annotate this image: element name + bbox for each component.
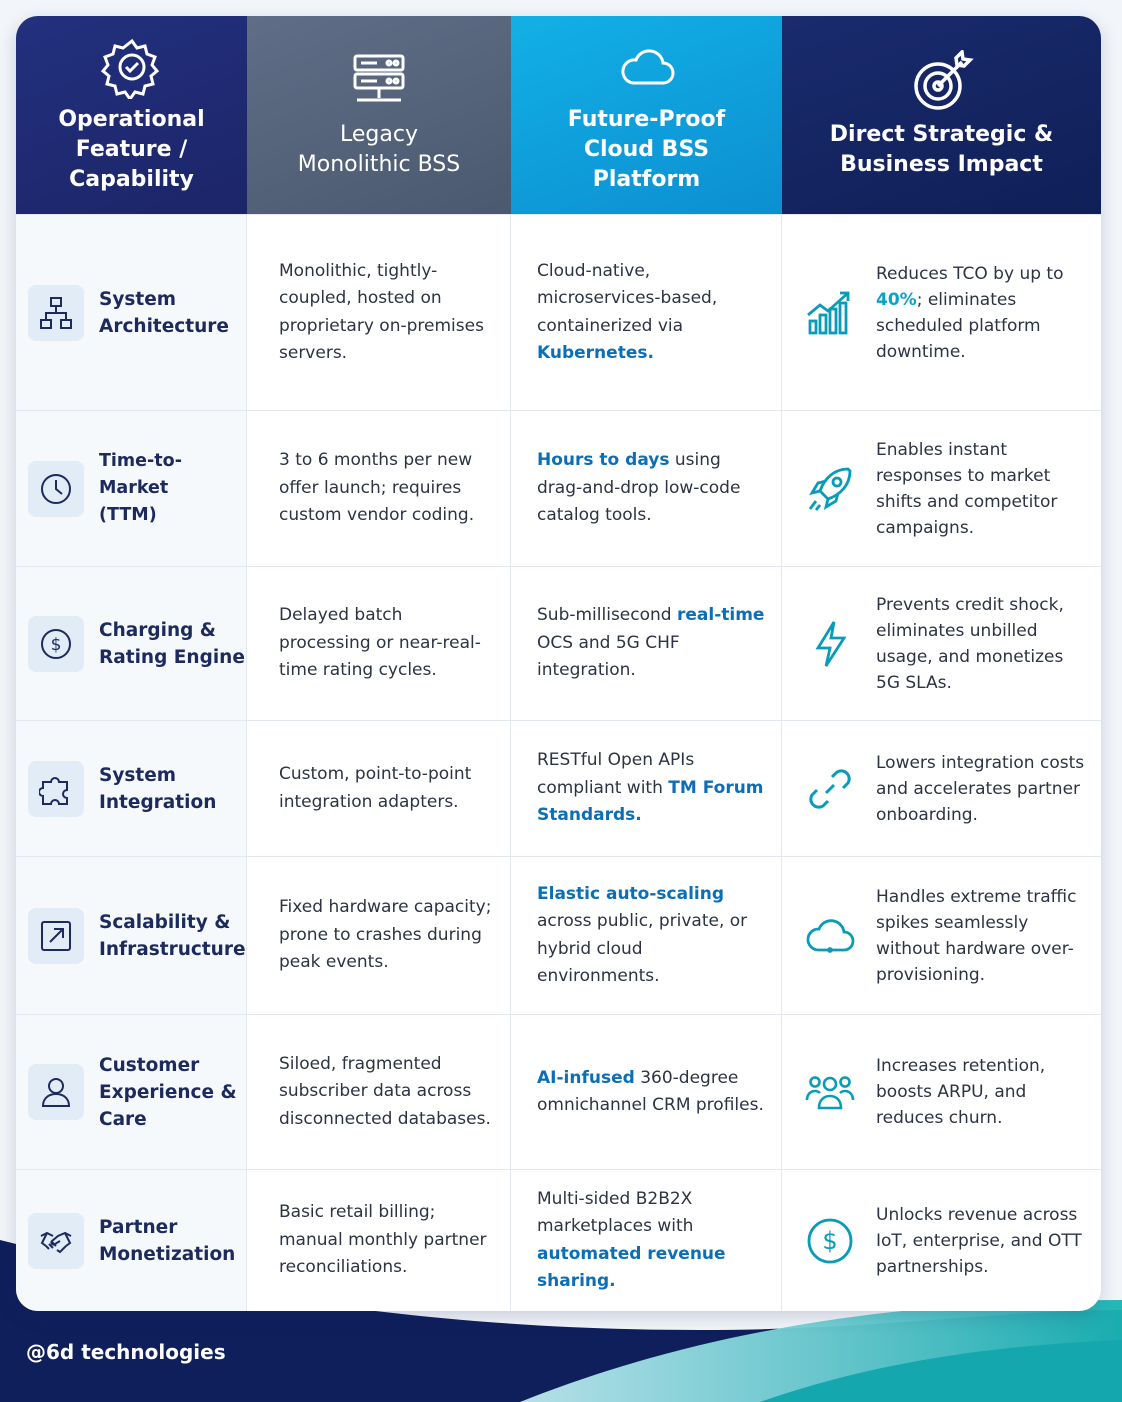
cloud-text-pre: Sub-millisecond <box>537 605 677 626</box>
svg-text:$: $ <box>50 634 62 655</box>
legacy-cell <box>247 721 511 856</box>
feature-cell <box>16 721 247 856</box>
impact-text: Lowers integration costs and accelerates partner onboarding. <box>876 752 1085 825</box>
cloud-highlight: automated revenue sharing. <box>537 1243 726 1291</box>
feature-cell <box>16 1015 247 1169</box>
cloud-text <box>537 602 769 685</box>
impact-cell <box>782 567 1101 720</box>
feature-cell <box>16 857 247 1014</box>
cloud-text <box>537 1065 769 1120</box>
impact-text: Increases retention, boosts ARPU, and reduces churn. <box>876 1056 1046 1128</box>
legacy-cell <box>247 1015 511 1169</box>
legacy-cell <box>247 411 511 566</box>
table-row <box>16 720 1101 856</box>
impact-cell <box>782 857 1101 1014</box>
cloud-text <box>537 1186 769 1296</box>
cloud-text-post: OCS and 5G CHF integration. <box>537 632 680 681</box>
dollar-coin-icon <box>39 627 73 661</box>
legacy-cell <box>247 567 511 720</box>
clock-icon-box <box>28 461 84 517</box>
cloud-highlight: Elastic auto-scaling <box>537 883 725 904</box>
cloud-text <box>537 447 769 530</box>
legacy-text: 3 to 6 months per new offer launch; requires custom vendor coding. <box>279 450 475 526</box>
impact-highlight: 40% <box>876 289 917 310</box>
dollar-circle-icon <box>804 1215 856 1267</box>
feature-name: Time-to-Market (TTM) <box>99 451 182 525</box>
cloud-cell <box>511 857 782 1014</box>
header-legacy-title: Legacy Monolithic BSS <box>297 122 461 177</box>
impact-text-post: ; eliminates scheduled platform downtime. <box>876 289 1041 362</box>
header-feature-title: Operational Feature / Capability <box>58 107 205 192</box>
header-impact-title: Direct Strategic & Business Impact <box>829 122 1054 177</box>
cloud-highlight: real-time <box>676 605 765 626</box>
legacy-text: Custom, point-to-point integration adapters. <box>279 764 472 812</box>
target-icon <box>910 50 974 114</box>
table-row <box>16 214 1101 410</box>
header-impact <box>782 16 1101 214</box>
expand-arrow-icon-box <box>28 908 84 964</box>
feature-name: Scalability & Infrastructure <box>99 911 246 960</box>
cloud-icon <box>804 910 856 962</box>
header-feature <box>16 16 247 214</box>
table-header <box>16 16 1101 214</box>
legacy-cell <box>247 215 511 410</box>
cloud-highlight: AI-infused <box>537 1067 635 1088</box>
legacy-cell <box>247 1170 511 1311</box>
cloud-cell <box>511 411 782 566</box>
cloud-cell <box>511 721 782 856</box>
feature-cell <box>16 1170 247 1311</box>
link-icon <box>804 763 856 815</box>
gear-check-icon <box>100 35 164 99</box>
table-row <box>16 1169 1101 1311</box>
puzzle-icon <box>39 772 73 806</box>
feature-name: System Integration <box>99 764 217 813</box>
legacy-text: Delayed batch processing or near-real-time rating cycles. <box>279 605 481 681</box>
impact-text: Unlocks revenue across IoT, enterprise, and OTT partnerships. <box>876 1204 1082 1277</box>
server-icon <box>347 50 411 114</box>
legacy-text: Fixed hardware capacity; prone to crashes during peak events. <box>279 897 492 973</box>
impact-text-pre: Reduces TCO by up to <box>876 263 1064 284</box>
legacy-text: Siloed, fragmented subscriber data across disconnected databases. <box>279 1053 491 1129</box>
impact-text: Prevents credit shock, eliminates unbilled usage, and monetizes 5G SLAs. <box>876 594 1064 693</box>
puzzle-icon-box <box>28 761 84 817</box>
table-row <box>16 410 1101 566</box>
cloud-text <box>537 258 769 368</box>
header-legacy <box>247 16 511 214</box>
cloud-highlight: Kubernetes. <box>537 343 654 363</box>
hierarchy-icon <box>39 296 73 330</box>
feature-name: Charging & Rating Engine <box>99 619 245 668</box>
comparison-table <box>16 16 1101 1311</box>
handshake-icon-box <box>28 1213 84 1269</box>
rocket-icon <box>804 463 856 515</box>
table-row <box>16 1014 1101 1169</box>
impact-cell <box>782 1015 1101 1169</box>
header-cloud-title: Future-Proof Cloud BSS Platform <box>567 107 726 192</box>
impact-text: Enables instant responses to market shifts and competitor campaigns. <box>876 439 1058 538</box>
clock-icon <box>39 472 73 506</box>
table-row <box>16 566 1101 720</box>
feature-name: Customer Experience & Care <box>99 1054 237 1130</box>
user-icon <box>39 1075 73 1109</box>
cloud-text-pre: RESTful Open APIs compliant with <box>537 750 695 798</box>
header-cloud <box>511 16 782 214</box>
impact-cell <box>782 215 1101 410</box>
cloud-text <box>537 747 769 830</box>
feature-cell <box>16 215 247 410</box>
impact-cell <box>782 411 1101 566</box>
feature-cell <box>16 411 247 566</box>
cloud-highlight: TM Forum Standards. <box>537 777 764 826</box>
legacy-text: Monolithic, tightly-coupled, hosted on proprietary on-premises servers. <box>279 260 484 363</box>
handshake-icon <box>39 1224 73 1258</box>
legacy-cell <box>247 857 511 1014</box>
dollar-coin-icon-box <box>28 616 84 672</box>
table-row <box>16 856 1101 1014</box>
impact-text <box>876 261 1089 365</box>
impact-text: Handles extreme traffic spikes seamlessly without hardware over-provisioning. <box>876 886 1077 985</box>
impact-cell <box>782 721 1101 856</box>
user-icon-box <box>28 1064 84 1120</box>
cloud-text-pre: Multi-sided B2B2X marketplaces with <box>537 1188 694 1236</box>
impact-cell <box>782 1170 1101 1311</box>
cloud-text-post: using drag-and-drop low-code catalog tools. <box>537 450 741 526</box>
feature-name: System Architecture <box>99 288 229 337</box>
legacy-text: Basic retail billing; manual monthly partner reconciliations. <box>279 1202 487 1278</box>
feature-cell <box>16 567 247 720</box>
cloud-text-post: across public, private, or hybrid cloud environments. <box>537 911 748 986</box>
users-group-icon <box>804 1066 856 1118</box>
cloud-icon <box>615 35 679 99</box>
cloud-text <box>537 881 769 991</box>
footer-brand: @6d technologies <box>26 1340 226 1364</box>
cloud-highlight: Hours to days <box>537 450 670 471</box>
cloud-cell <box>511 1170 782 1311</box>
cloud-cell <box>511 215 782 410</box>
cloud-cell <box>511 1015 782 1169</box>
growth-chart-icon <box>804 287 856 339</box>
cloud-text-post: 360-degree omnichannel CRM profiles. <box>537 1067 764 1115</box>
cloud-cell <box>511 567 782 720</box>
expand-arrow-icon <box>39 919 73 953</box>
feature-name: Partner Monetization <box>99 1216 236 1265</box>
svg-text:$: $ <box>822 1226 838 1255</box>
cloud-text-pre: Cloud-native, microservices-based, containerized via <box>537 260 718 336</box>
hierarchy-icon-box <box>28 285 84 341</box>
lightning-icon <box>804 618 856 670</box>
